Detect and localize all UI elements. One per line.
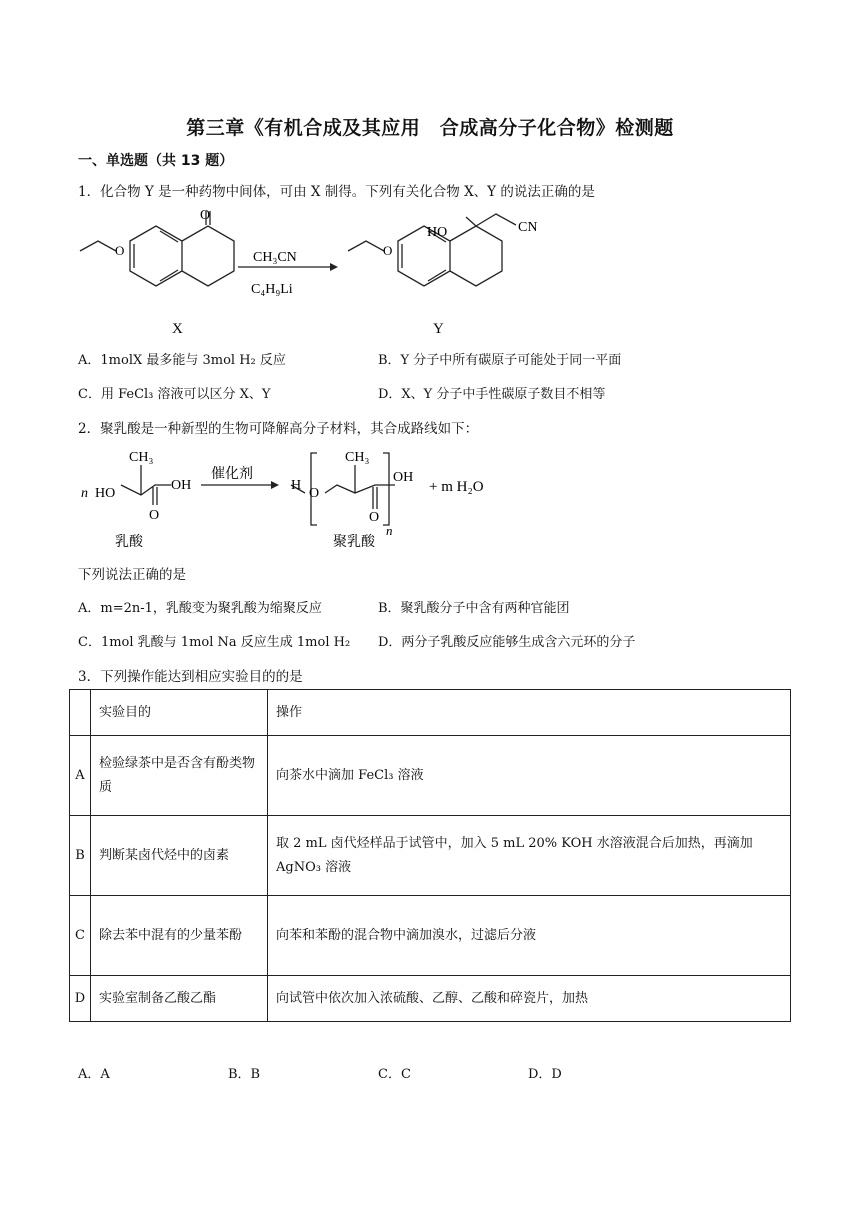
bracket-right bbox=[383, 453, 389, 525]
q2-prompt: 下列说法正确的是 bbox=[78, 567, 186, 583]
row-key: A bbox=[70, 736, 91, 816]
poly-subscript-n: n bbox=[386, 523, 393, 538]
catalyst-label: 催化剂 bbox=[211, 467, 253, 482]
poly-backbone bbox=[325, 485, 395, 493]
header-cell-operation: 操作 bbox=[268, 690, 791, 736]
poly-carbonyl-o: O bbox=[369, 510, 380, 525]
coef-n: n bbox=[81, 486, 88, 501]
section-heading: 一、单选题（共 13 题） bbox=[78, 153, 234, 169]
q3-option-a: A．A bbox=[78, 1067, 110, 1082]
page-title: 第三章《有机合成及其应用 合成高分子化合物》检测题 bbox=[186, 117, 674, 139]
q2-option-a: A．m=2n-1，乳酸变为聚乳酸为缩聚反应 bbox=[78, 601, 322, 616]
q3-option-d: D．D bbox=[528, 1067, 562, 1082]
label-x: X bbox=[172, 321, 183, 335]
reagent-bottom: C₄H₉Li bbox=[251, 282, 293, 297]
table-header-row bbox=[70, 690, 791, 736]
header-cell-goal: 实验目的 bbox=[91, 690, 268, 736]
q1-option-a: A．1molX 最多能与 3mol H₂ 反应 bbox=[78, 353, 286, 368]
header-cell-index bbox=[70, 690, 91, 736]
q2-stem: 2．聚乳酸是一种新型的生物可降解高分子材料，其合成路线如下： bbox=[78, 421, 479, 437]
lactic-ho: HO bbox=[95, 486, 116, 501]
row-key: C bbox=[70, 896, 91, 976]
label-lactic-acid: 乳酸 bbox=[115, 535, 143, 550]
lactic-carbonyl-o: O bbox=[149, 508, 160, 523]
x-aromatic-ring bbox=[130, 226, 182, 286]
x-methoxy-o: O bbox=[115, 243, 125, 258]
row-goal: 检验绿茶中是否含有酚类物质 bbox=[91, 736, 268, 816]
table-row bbox=[70, 816, 791, 896]
y-methoxy-bond bbox=[348, 241, 384, 251]
q3-stem: 3．下列操作能达到相应实验目的的是 bbox=[78, 669, 303, 685]
row-goal: 判断某卤代烃中的卤素 bbox=[91, 816, 268, 896]
q3-option-c: C．C bbox=[378, 1067, 411, 1082]
q1-reaction-diagram bbox=[70, 205, 570, 335]
row-operation: 向试管中依次加入浓硫酸、乙醇、乙酸和碎瓷片，加热 bbox=[268, 976, 791, 1022]
q2-option-b: B．聚乳酸分子中含有两种官能团 bbox=[378, 601, 570, 616]
y-hydroxyl: HO bbox=[427, 225, 448, 240]
row-operation: 向茶水中滴加 FeCl₃ 溶液 bbox=[268, 736, 791, 816]
table-row bbox=[70, 736, 791, 816]
q2-option-d: D．两分子乳酸反应能够生成含六元环的分子 bbox=[378, 635, 636, 650]
x-cyclohexanone-ring bbox=[182, 226, 234, 286]
y-methoxy-o: O bbox=[383, 243, 393, 258]
q2-byproduct: + m H₂O bbox=[429, 479, 484, 495]
y-ch2-cn-bond bbox=[476, 214, 516, 226]
lactic-ch3: CH₃ bbox=[129, 450, 154, 465]
table-row bbox=[70, 976, 791, 1022]
lactic-backbone bbox=[121, 485, 171, 495]
row-key: D bbox=[70, 976, 91, 1022]
y-cyclohexane-ring bbox=[450, 226, 502, 286]
y-nitrile: CN bbox=[518, 220, 538, 235]
reagent-top: CH₃CN bbox=[253, 250, 297, 265]
lactic-oh: OH bbox=[171, 478, 192, 493]
q1-stem: 1．化合物 Y 是一种药物中间体，可由 X 制得。下列有关化合物 X、Y 的说法正确的是 bbox=[78, 184, 595, 200]
q1-option-d: D．X、Y 分子中手性碳原子数目不相等 bbox=[378, 387, 606, 402]
poly-ether-o: O bbox=[309, 486, 320, 501]
label-y: Y bbox=[433, 321, 444, 335]
q1-option-c: C．用 FeCl₃ 溶液可以区分 X、Y bbox=[78, 387, 271, 402]
label-polylactic-acid: 聚乳酸 bbox=[333, 535, 375, 550]
x-methoxy-bond bbox=[80, 241, 116, 251]
q1-option-b: B．Y 分子中所有碳原子可能处于同一平面 bbox=[378, 353, 622, 368]
row-goal: 实验室制备乙酸乙酯 bbox=[91, 976, 268, 1022]
q2-option-c: C．1mol 乳酸与 1mol Na 反应生成 1mol H₂ bbox=[78, 635, 351, 650]
q3-option-b: B．B bbox=[228, 1067, 261, 1082]
q2-reaction-diagram bbox=[75, 445, 515, 555]
q3-experiment-table bbox=[69, 689, 791, 1022]
row-goal: 除去苯中混有的少量苯酚 bbox=[91, 896, 268, 976]
x-ketone-o: O bbox=[200, 208, 211, 223]
row-operation: 取 2 mL 卤代烃样品于试管中，加入 5 mL 20% KOH 水溶液混合后加热，再滴加 AgNO₃ 溶液 bbox=[268, 816, 791, 896]
row-key: B bbox=[70, 816, 91, 896]
table-row bbox=[70, 896, 791, 976]
poly-h: H bbox=[291, 478, 302, 493]
poly-oh: OH bbox=[393, 470, 414, 485]
row-operation: 向苯和苯酚的混合物中滴加溴水，过滤后分液 bbox=[268, 896, 791, 976]
poly-ch3: CH₃ bbox=[345, 450, 370, 465]
